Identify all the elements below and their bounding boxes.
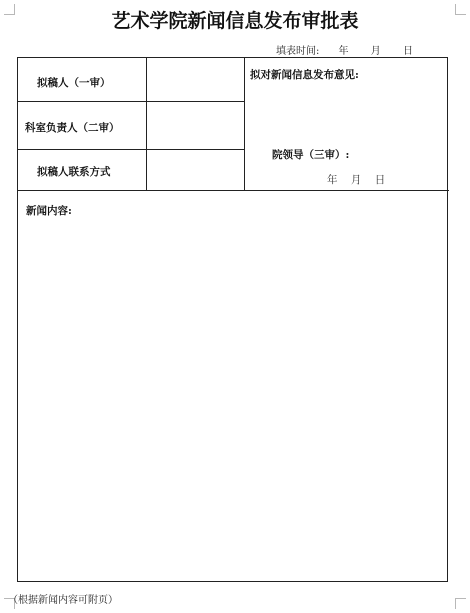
footnote: （根据新闻内容可附页） — [8, 595, 118, 606]
drafter-label: 拟稿人（一审） — [37, 77, 111, 89]
dept-head-field[interactable] — [147, 102, 243, 148]
opinion-field[interactable] — [245, 84, 448, 144]
college-leader-label: 院领导（三审）: — [272, 149, 350, 161]
drafter-contact-field[interactable] — [147, 150, 243, 189]
document-title: 艺术学院新闻信息发布审批表 — [111, 10, 359, 32]
approval-form — [17, 57, 448, 582]
drafter-field[interactable] — [147, 59, 243, 100]
drafter-contact-label: 拟稿人联系方式 — [37, 166, 111, 178]
content-field[interactable] — [19, 218, 448, 580]
opinion-label: 拟对新闻信息发布意见: — [250, 69, 359, 81]
divider-content — [18, 190, 449, 191]
fill-date-line: 填表时间: 年 月 日 — [276, 46, 413, 57]
approval-date: 年 月 日 — [327, 174, 386, 186]
dept-head-label: 科室负责人（二审） — [25, 122, 120, 134]
crop-mark-bottom-right — [455, 598, 466, 609]
content-label: 新闻内容: — [26, 205, 72, 217]
